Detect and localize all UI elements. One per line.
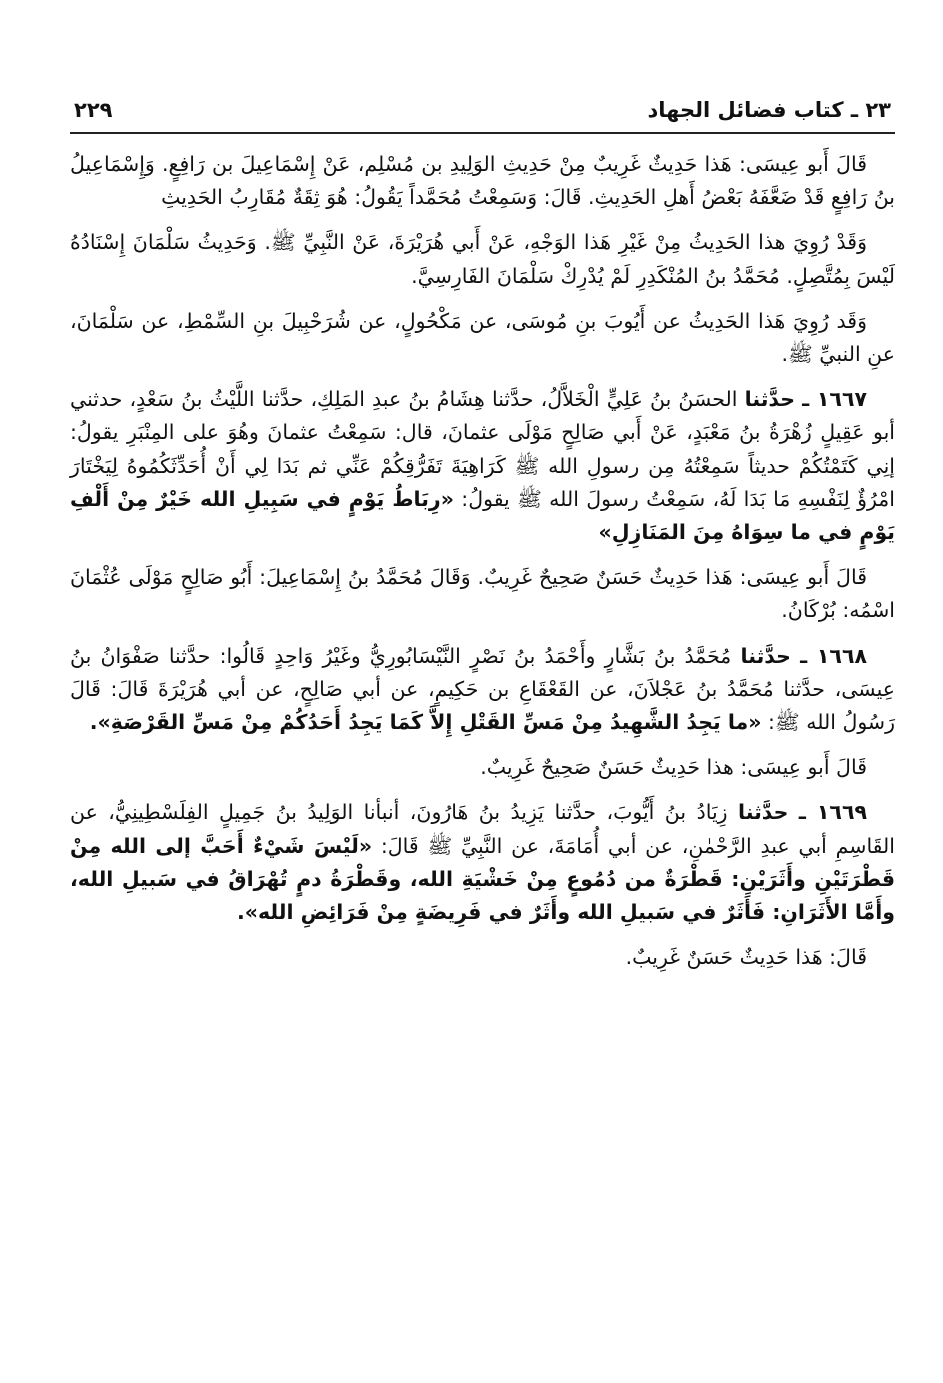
paragraph-abu-isa-comment-2 — [70, 561, 895, 627]
hadith-number: ١٦٦٧ ـ — [802, 387, 867, 412]
hadith-matn: «لَيْسَ شَيْءٌ أَحَبَّ إلى الله مِنْ قَطْرَتَيْنِ وأَثَرَيْنِ: قَطْرَةٌ من دُمُوعٍ مِنْ خَشْيَةِ الله، وقَطْرَةُ دمٍ تُهْرَاقُ في سَبيلِ الله، وأَمَّا الأَثَرَانِ: فَأَثَرٌ في سَبيلِ الله وأَثَرٌ في فَرِيضَةٍ مِنْ فَرَائِضِ الله». — [70, 833, 895, 925]
hadith-matn: «ما يَجِدُ الشَّهِيدُ مِنْ مَسِّ القَتْلِ إِلاَّ كَمَا يَجِدُ أَحَدُكُمْ مِنْ مَسِّ القَرْصَةِ». — [89, 710, 762, 735]
hadith-chain: زِيَادُ بنُ أَيُّوبَ، حدَّثنا يَزِيدُ بنُ هَارُونَ، أنبأنا الوَلِيدُ بنُ جَمِيلٍ الفِلَسْطِينِيُّ، عن القَاسِمِ أبي عبدِ الرَّحْمٰنِ، عن أبي أُمَامَةَ، عن النَّبِيِّ ﷺ قَالَ: — [70, 800, 895, 858]
hadith-matn: «رِبَاطُ يَوْمٍ في سَبِيلِ الله خَيْرٌ مِنْ أَلْفِ يَوْمٍ في ما سِوَاهُ مِنَ المَنَازِلِ» — [70, 486, 895, 545]
page-number: ٢٢٩ — [74, 98, 113, 122]
hadith-chain: مُحَمَّدُ بنُ بَشَّارٍ وأَحْمَدُ بنُ نَصْرٍ النَّيْسَابُورِيُّ وغَيْرُ وَاحِدٍ قَالُوا: حدَّثنا صَفْوَانُ بنُ عِيسَى، حدَّثنا مُحَمَّدُ بنُ عَجْلاَنَ، عن القَعْقَاعِ بن حَكِيمٍ، عن أبي صَالِحٍ، عن أبي هُرَيْرَةَ قَالَ: قَالَ رَسُولُ الله ﷺ: — [70, 643, 895, 735]
paragraph-text: قَالَ: هَذا حَدِيثٌ حَسَنٌ غَرِيبٌ. — [625, 945, 867, 970]
paragraph-abu-isa-comment-3 — [70, 751, 895, 784]
hadith-number: ١٦٦٨ ـ — [800, 643, 867, 668]
hadith-number: ١٦٦٩ ـ — [798, 800, 867, 825]
paragraph-text: قَالَ أَبو عِيسَى: هَذا حَدِيثٌ غَرِيبٌ مِنْ حَدِيثِ الوَلِيدِ بن مُسْلِم، عَنْ إِسْمَاعِيلَ بن رَافِعٍ. وَإِسْمَاعِيلُ بنُ رَافِعٍ قَدْ ضَعَّفَهُ بَعْضُ أَهلِ الحَدِيثِ. قَالَ: وَسَمِعْتُ مُحَمَّداً يَقُولُ: هُوَ ثِقَةٌ مُقَارِبُ الحَدِيثِ — [70, 152, 895, 210]
hadith-1667 — [70, 383, 895, 549]
running-header — [70, 80, 895, 122]
paragraph-text: قَالَ أَبو عِيسَى: هذا حَدِيثٌ حَسَنٌ صَحِيحٌ غَرِيبٌ. — [480, 755, 867, 780]
paragraph-narration-note-2 — [70, 305, 895, 371]
header-divider — [70, 132, 895, 134]
hadith-1668 — [70, 640, 895, 740]
book-page — [70, 80, 895, 986]
paragraph-narration-note-1 — [70, 226, 895, 292]
hadith-chain: الحسَنُ بنُ عَلِيٍّ الْخَلاَّلُ، حدَّثنا هِشَامُ بنُ عبدِ المَلِكِ، حدَّثنا اللَّيْثُ بنُ سَعْدٍ، حدثني أبو عَقِيلٍ زُهْرَةُ بنُ مَعْبَدٍ، عَنْ أَبي صَالِحٍ مَوْلَى عثمانَ، قال: سَمِعْتُ عثمانَ وهُوَ على المِنْبَرِ يقولُ: إنِي كَتَمْتُكُمْ حديثاً سَمِعْتُهُ مِن رسولِ الله ﷺ كَرَاهِيَةَ تَفَرُّقِكُمْ عَنِّي ثم بَدَا لِي أَنْ أُحَدِّثَكُمُوهُ لِيَخْتَارَ امْرُؤٌ لِنَفْسِهِ مَا بَدَا لَهُ، سَمِعْتُ رسولَ الله ﷺ يقولُ: — [70, 387, 895, 511]
paragraph-abu-isa-comment-1 — [70, 148, 895, 214]
hadith-lead-word: حدَّثنا — [740, 643, 791, 668]
paragraph-final-comment — [70, 941, 895, 974]
hadith-lead-word: حدَّثنا — [744, 387, 796, 412]
hadith-lead-word: حدَّثنا — [738, 800, 789, 825]
paragraph-text: قَالَ أَبو عِيسَى: هَذا حَدِيثٌ حَسَنٌ صَحِيحٌ غَرِيبٌ. وَقَالَ مُحَمَّدُ بنُ إِسْمَاعِيلَ: أَبُو صَالِحٍ مَوْلَى عُثْمَانَ اسْمُه: بُرْكَانُ. — [70, 565, 895, 623]
paragraph-text: وَقَدْ رُوِيَ هذا الحَدِيثُ مِنْ غَيْرِ هَذا الوَجْهِ، عَنْ أَبي هُرَيْرَةَ، عَنْ النَّبِيِّ ﷺ. وَحَدِيثُ سَلْمَانَ إِسْنَادُهُ لَيْسَ بِمُتَّصِلٍ. مُحَمَّدُ بنُ المُنْكَدِرِ لَمْ يُدْرِكْ سَلْمَانَ الفَارِسِيَّ. — [70, 230, 895, 288]
hadith-1669 — [70, 796, 895, 929]
chapter-title: ٢٣ ـ كتاب فضائل الجهاد — [647, 98, 891, 122]
paragraph-text: وَقَد رُوِيَ هَذا الحَدِيثُ عن أَيُوبَ بنِ مُوسَى، عن مَكْحُولٍ، عن شُرَحْبِيلَ بنِ السِّمْطِ، عن سَلْمَانَ، عنِ النبيِّ ﷺ. — [70, 308, 895, 367]
